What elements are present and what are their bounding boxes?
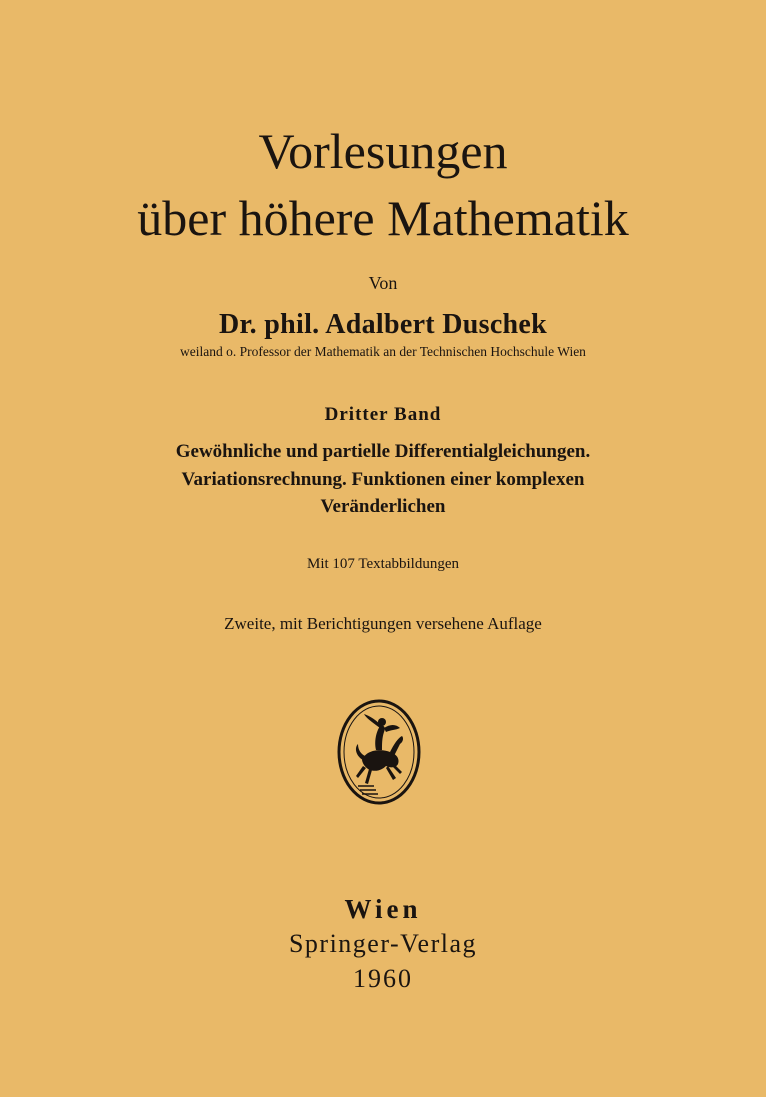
imprint-year: 1960: [353, 964, 413, 993]
book-title-line-1: Vorlesungen: [258, 123, 508, 179]
imprint-publisher: Springer-Verlag: [288, 929, 478, 958]
springer-horseman-seal-icon: [336, 698, 422, 806]
book-title-line-2: über höhere Mathematik: [137, 190, 629, 246]
edition-note: Zweite, mit Berichtigungen versehene Auflage: [224, 614, 542, 633]
volume-subtitle-line-1: Gewöhnliche und partielle Differentialgleichungen.: [175, 441, 591, 462]
volume-label: Dritter Band: [324, 404, 442, 425]
author-affiliation: weiland o. Professor der Mathematik an der Technischen Hochschule Wien: [180, 344, 586, 359]
byline: Von: [368, 273, 398, 293]
figures-note: Mit 107 Textabbildungen: [307, 556, 459, 572]
volume-subtitle-line-3: Veränderlichen: [320, 496, 446, 517]
imprint-city: Wien: [344, 894, 422, 924]
volume-subtitle-line-2: Variationsrechnung. Funktionen einer komplexen: [181, 469, 585, 490]
author-name: Dr. phil. Adalbert Duschek: [218, 309, 548, 340]
